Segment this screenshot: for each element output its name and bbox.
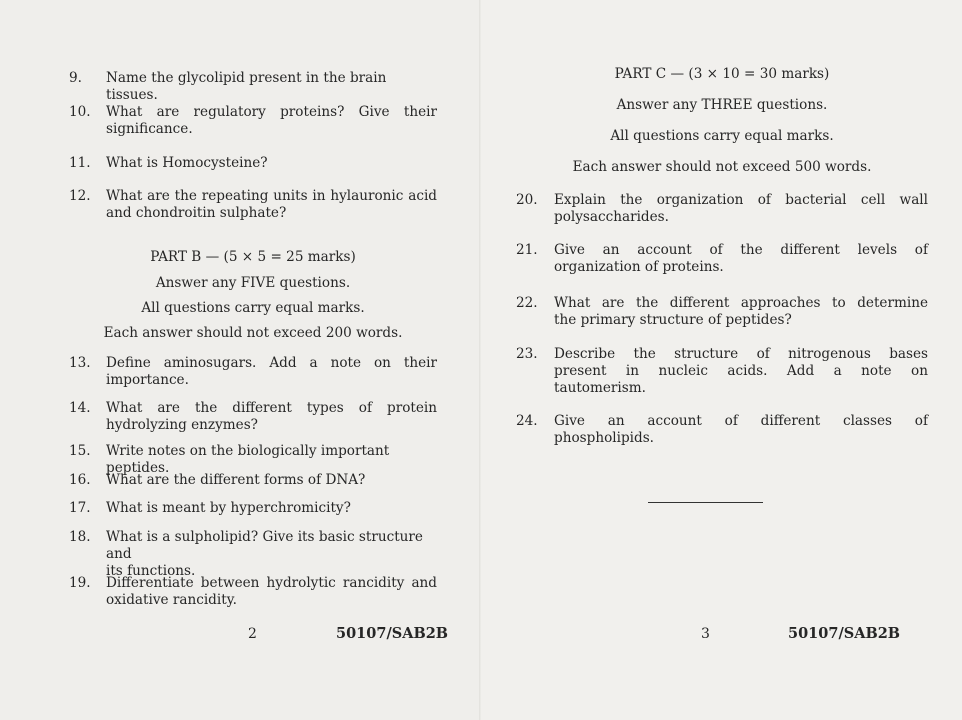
part-b-instruction: Each answer should not exceed 200 words.: [103, 325, 403, 341]
question-text: Define aminosugars. Add a note on their: [106, 355, 437, 371]
question-text: Write notes on the biologically important peptides.: [106, 443, 390, 476]
question-number: 17.: [69, 500, 91, 516]
part-c-instruction: All questions carry equal marks.: [610, 128, 834, 144]
question-text: Describe the structure of nitrogenous bases: [554, 346, 928, 362]
question-number: 21.: [516, 242, 538, 258]
question-number: 24.: [516, 413, 538, 429]
question-number: 9.: [69, 70, 82, 86]
question-text: What are the repeating units in hylauronic acid: [106, 188, 437, 204]
question-text: What are the different forms of DNA?: [106, 472, 366, 488]
paper-code: 50107/SAB2B: [336, 625, 449, 642]
question-number: 10.: [69, 104, 91, 120]
question-text: Explain the organization of bacterial cell wall: [554, 192, 928, 208]
paper-code: 50107/SAB2B: [788, 625, 901, 642]
question-number: 15.: [69, 443, 91, 459]
question-number: 12.: [69, 188, 91, 204]
question-number: 16.: [69, 472, 91, 488]
question-text: Give an account of different classes of: [554, 413, 928, 429]
question-text: tautomerism.: [554, 380, 646, 396]
part-b-instruction: Answer any FIVE questions.: [155, 275, 351, 291]
question-number: 11.: [69, 155, 91, 171]
question-text: oxidative rancidity.: [106, 592, 237, 608]
question-text: hydrolyzing enzymes?: [106, 417, 258, 433]
question-text: Differentiate between hydrolytic rancidity and: [106, 575, 437, 591]
question-text: significance.: [106, 121, 193, 137]
end-rule: [648, 502, 763, 503]
question-text: its functions.: [106, 563, 196, 579]
part-b-instruction: All questions carry equal marks.: [141, 300, 365, 316]
right-page: [481, 0, 962, 720]
part-c-instruction: Answer any THREE questions.: [616, 97, 828, 113]
question-number: 23.: [516, 346, 538, 362]
question-text: Name the glycolipid present in the brain tissues.: [106, 70, 387, 103]
question-number: 19.: [69, 575, 91, 591]
part-c-instruction: Each answer should not exceed 500 words.: [572, 159, 872, 175]
question-text: What is a sulpholipid? Give its basic structure and: [106, 529, 423, 562]
question-text: present in nucleic acids. Add a note on: [554, 363, 928, 379]
question-number: 14.: [69, 400, 91, 416]
question-number: 18.: [69, 529, 91, 545]
question-text: phospholipids.: [554, 430, 655, 446]
question-text: What is Homocysteine?: [106, 155, 268, 171]
page-number: 2: [248, 626, 257, 642]
question-text: organization of proteins.: [554, 259, 724, 275]
question-text: What are the different types of protein: [106, 400, 437, 416]
question-text: and chondroitin sulphate?: [106, 205, 287, 221]
page-number: 3: [701, 626, 710, 642]
question-text: What are regulatory proteins? Give their: [106, 104, 437, 120]
left-page: [0, 0, 480, 720]
question-number: 20.: [516, 192, 538, 208]
question-number: 13.: [69, 355, 91, 371]
question-text: What are the different approaches to determine: [554, 295, 928, 311]
question-text: importance.: [106, 372, 189, 388]
question-text: the primary structure of peptides?: [554, 312, 792, 328]
question-text: What is meant by hyperchromicity?: [106, 500, 351, 516]
question-number: 22.: [516, 295, 538, 311]
question-text: Give an account of the different levels of: [554, 242, 928, 258]
part-b-heading: PART B — (5 × 5 = 25 marks): [150, 249, 356, 265]
part-c-heading: PART C — (3 × 10 = 30 marks): [614, 66, 830, 82]
question-text: polysaccharides.: [554, 209, 669, 225]
